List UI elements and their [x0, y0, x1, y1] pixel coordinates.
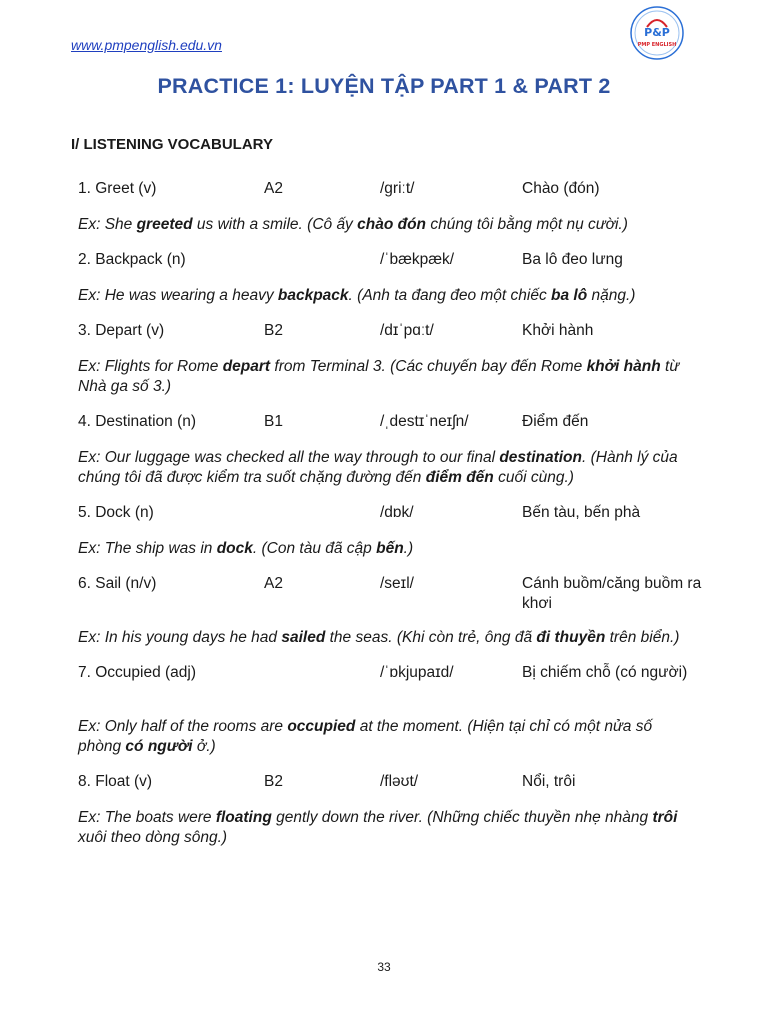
example-text: the seas. (Khi còn trẻ, ông đã: [325, 629, 537, 646]
example-highlight: depart: [222, 358, 271, 375]
example-text: .): [403, 540, 414, 557]
vocab-example: [78, 357, 698, 397]
vocab-level: A2: [264, 575, 283, 592]
vocab-level: A2: [264, 180, 283, 197]
vocab-meaning: Bị chiếm chỗ (có người): [522, 664, 688, 681]
example-highlight: đi thuyền: [536, 629, 606, 646]
vocab-example: [78, 286, 698, 306]
vocab-entry: [78, 663, 698, 757]
vocab-entry: [78, 574, 702, 648]
vocab-example: [78, 717, 698, 757]
vocab-meaning: Chào (đón): [522, 180, 600, 197]
vocab-entry: [78, 179, 698, 235]
vocab-ipa: /ɡriːt/: [380, 180, 415, 197]
example-highlight: dock: [216, 540, 253, 557]
vocab-meaning: Nổi, trôi: [522, 773, 576, 790]
example-highlight: có người: [125, 738, 193, 755]
example-text: . (Anh ta đang đeo một chiếc: [348, 287, 552, 304]
example-highlight: occupied: [287, 718, 356, 735]
example-highlight: chào đón: [357, 216, 427, 233]
example-text: trên biển.): [605, 629, 680, 646]
vocab-row: [78, 250, 698, 272]
example-highlight: điểm đến: [425, 469, 494, 486]
vocab-entry: [78, 321, 698, 397]
vocab-entry: [78, 503, 698, 559]
section-heading: I/ LISTENING VOCABULARY: [71, 136, 273, 153]
example-text: Ex: Flights for Rome: [78, 358, 223, 375]
vocab-example: [78, 628, 698, 648]
vocab-row: [78, 772, 698, 794]
svg-text:PMP ENGLISH: PMP ENGLISH: [637, 42, 677, 48]
vocab-level: B2: [264, 773, 283, 790]
example-text: cuối cùng.): [493, 469, 574, 486]
example-text: từ Nhà ga số 3.): [78, 358, 680, 395]
vocab-ipa: /fləʊt/: [380, 773, 419, 790]
vocab-row: [78, 663, 698, 703]
example-text: Ex: Our luggage was checked all the way through to our final: [78, 449, 500, 466]
example-text: Ex: The ship was in: [78, 540, 217, 557]
example-text: Ex: In his young days he had: [78, 629, 282, 646]
vocab-ipa: /ˈbækpæk/: [380, 251, 455, 268]
page-title: PRACTICE 1: LUYỆN TẬP PART 1 & PART 2: [157, 74, 611, 98]
vocab-row: [78, 412, 698, 434]
example-text: . (Con tàu đã cập: [252, 540, 377, 557]
example-text: at the moment. (Hiện tại chỉ có một nửa số phòng: [78, 718, 653, 755]
vocab-example: [78, 215, 698, 235]
vocab-meaning: Điểm đến: [522, 413, 589, 430]
example-text: Ex: He was wearing a heavy: [78, 287, 278, 304]
vocab-level: B2: [264, 322, 283, 339]
vocab-entry: [78, 772, 698, 848]
example-highlight: floating: [215, 809, 272, 826]
vocab-example: [78, 808, 698, 848]
example-highlight: destination: [499, 449, 582, 466]
example-text: chúng tôi bằng một nụ cười.): [426, 216, 628, 233]
example-text: xuôi theo dòng sông.): [78, 829, 228, 846]
vocab-ipa: /dɪˈpɑːt/: [380, 322, 434, 339]
vocab-entry: [78, 412, 698, 488]
example-highlight: trôi: [652, 809, 678, 826]
vocab-word: 5. Dock (n): [78, 504, 154, 521]
example-text: nặng.): [587, 287, 636, 304]
svg-text:P&P: P&P: [644, 26, 670, 39]
vocab-word: 7. Occupied (adj): [78, 664, 197, 681]
vocab-ipa: /dɒk/: [380, 504, 414, 521]
example-highlight: greeted: [136, 216, 193, 233]
example-text: Ex: Only half of the rooms are: [78, 718, 288, 735]
example-highlight: ba lô: [551, 287, 588, 304]
example-highlight: khởi hành: [586, 358, 661, 375]
pmp-english-logo: [629, 5, 685, 61]
vocabulary-list: [78, 179, 702, 863]
vocab-ipa: /ˌdestɪˈneɪʃn/: [380, 413, 469, 430]
vocab-ipa: /ˈɒkjupaɪd/: [380, 664, 454, 681]
example-highlight: sailed: [281, 629, 326, 646]
vocab-entry: [78, 250, 698, 306]
page-number: 33: [377, 960, 391, 974]
vocab-meaning: Ba lô đeo lưng: [522, 251, 623, 268]
vocab-word: 1. Greet (v): [78, 180, 157, 197]
vocab-row: [78, 574, 702, 614]
vocab-example: [78, 539, 698, 559]
example-text: . (Hành lý của chúng tôi đã được kiểm tra suốt chặng đường đến: [78, 449, 678, 486]
example-text: from Terminal 3. (Các chuyến bay đến Rome: [270, 358, 587, 375]
vocab-meaning: Khởi hành: [522, 322, 594, 339]
vocab-word: 6. Sail (n/v): [78, 575, 157, 592]
vocab-word: 2. Backpack (n): [78, 251, 186, 268]
example-highlight: bến: [376, 540, 404, 557]
vocab-row: [78, 321, 698, 343]
vocab-row: [78, 179, 698, 201]
example-text: Ex: The boats were: [78, 809, 216, 826]
vocab-meaning: Bến tàu, bến phà: [522, 504, 641, 521]
vocab-word: 8. Float (v): [78, 773, 153, 790]
example-text: gently down the river. (Những chiếc thuyền nhẹ nhàng: [271, 809, 653, 826]
example-highlight: backpack: [277, 287, 349, 304]
example-text: us with a smile. (Cô ấy: [192, 216, 358, 233]
vocab-ipa: /seɪl/: [380, 575, 414, 592]
vocab-row: [78, 503, 698, 525]
vocab-level: B1: [264, 413, 283, 430]
website-link[interactable]: www.pmpenglish.edu.vn: [71, 37, 222, 53]
vocab-word: 4. Destination (n): [78, 413, 197, 430]
vocab-example: [78, 448, 698, 488]
example-text: ở.): [192, 738, 216, 755]
example-text: Ex: She: [78, 216, 137, 233]
vocab-meaning: Cánh buồm/căng buồm ra khơi: [522, 575, 702, 612]
vocab-word: 3. Depart (v): [78, 322, 165, 339]
